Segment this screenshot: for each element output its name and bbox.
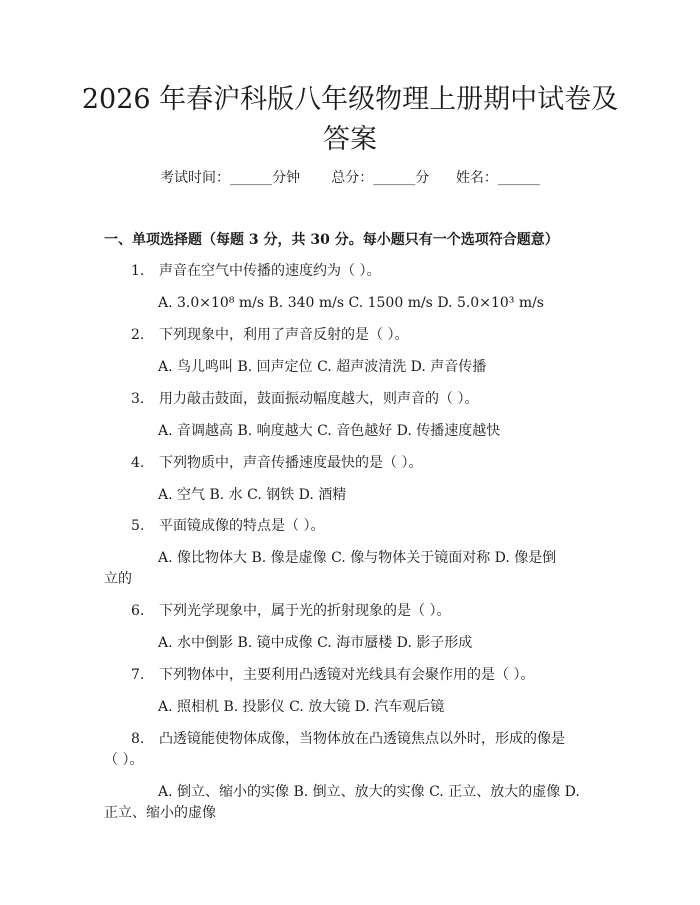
question-8-options-line-2: 正立、缩小的虚像 [104,805,216,821]
question-text: 凸透镜能使物体成像，当物体放在凸透镜焦点以外时，形成的像是 [159,731,565,747]
question-text: 声音在空气中传播的速度约为（ ）。 [159,263,381,279]
question-text: 下列现象中，利用了声音反射的是（ ）。 [159,327,409,343]
question-1 [131,258,591,284]
question-1-options: A. 3.0×10⁸ m/s B. 340 m/s C. 1500 m/s D. 5.0×10³ m/s [158,295,544,311]
question-3 [131,386,591,412]
question-5-options-line-1: A. 像比物体大 B. 像是虚像 C. 像与物体关于镜面对称 D. 像是倒 [158,550,557,566]
score-unit: 分 [415,170,430,186]
question-5 [131,513,591,539]
question-number: 2. [131,327,145,343]
question-7-options: A. 照相机 B. 投影仪 C. 放大镜 D. 汽车观后镜 [158,699,445,715]
question-5-options-line-2: 立的 [104,571,132,587]
question-number: 4. [131,455,145,471]
name-blank: ______ [497,170,540,186]
question-6 [131,598,591,624]
question-text: 用力敲击鼓面，鼓面振动幅度越大，则声音的（ ）。 [159,391,479,407]
question-4-options: A. 空气 B. 水 C. 钢铁 D. 酒精 [158,487,347,503]
question-number: 3. [131,391,145,407]
question-text: 平面镜成像的特点是（ ）。 [159,518,325,534]
question-text: 下列光学现象中，属于光的折射现象的是（ ）。 [159,603,451,619]
question-number: 6. [131,603,145,619]
question-8-options-line-1: A. 倒立、缩小的实像 B. 倒立、放大的实像 C. 正立、放大的虚像 D. [158,784,580,800]
question-number: 1. [131,263,145,279]
exam-meta [0,168,700,188]
question-7 [131,662,591,688]
question-4 [131,450,591,476]
question-8 [131,726,591,752]
question-2-options: A. 鸟儿鸣叫 B. 回声定位 C. 超声波清洗 D. 声音传播 [158,359,487,375]
question-6-options: A. 水中倒影 B. 镜中成像 C. 海市蜃楼 D. 影子形成 [158,635,473,651]
question-2 [131,322,591,348]
question-number: 8. [131,731,145,747]
question-text: 下列物质中，声音传播速度最快的是（ ）。 [159,455,423,471]
score-label: 总分： [331,170,374,186]
question-3-options: A. 音调越高 B. 响度越大 C. 音色越好 D. 传播速度越快 [158,423,501,439]
time-unit: 分钟 [272,170,301,186]
title-line-1: 2026 年春沪科版八年级物理上册期中试卷及 [81,84,619,115]
score-blank: ______ [373,170,416,186]
section-heading-1: 一、单项选择题（每题 3 分，共 30 分。每小题只有一个选项符合题意） [104,232,559,248]
time-label: 考试时间： [160,170,231,186]
question-number: 7. [131,667,145,683]
name-label: 姓名： [455,170,498,186]
exam-title [80,80,620,160]
question-text: 下列物体中，主要利用凸透镜对光线具有会聚作用的是（ ）。 [159,667,535,683]
question-8-text-line-2: （ ）。 [104,752,144,768]
question-number: 5. [131,518,145,534]
title-line-2: 答案 [323,124,377,155]
time-blank: ______ [230,170,273,186]
